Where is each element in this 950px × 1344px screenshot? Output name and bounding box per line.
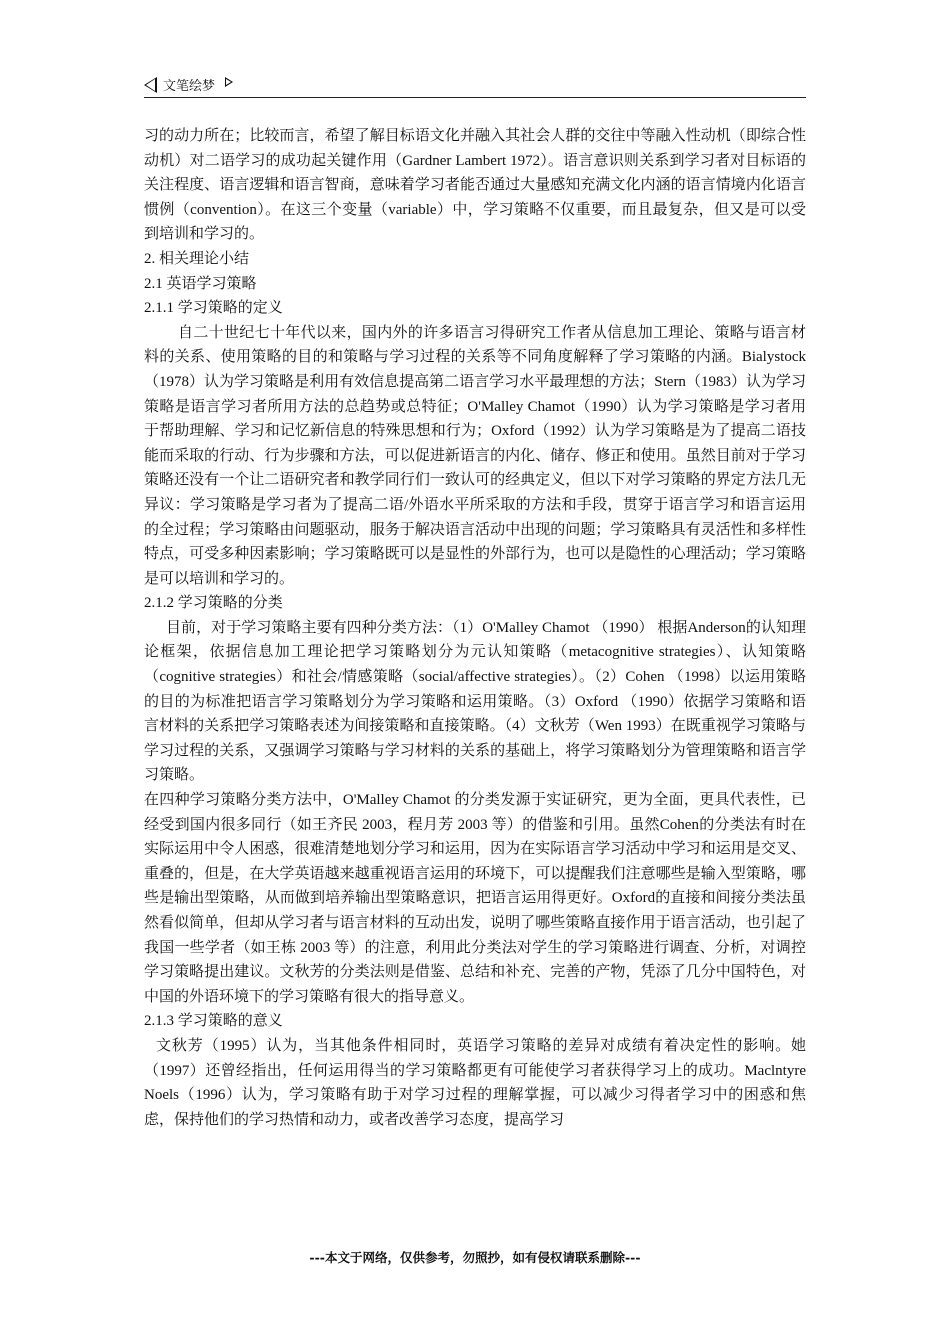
left-triangle-icon: [144, 77, 157, 93]
document-body: [144, 124, 806, 1132]
right-triangle-icon: [225, 77, 233, 87]
paragraph-definition: 自二十世纪七十年代以来，国内外的许多语言习得研究工作者从信息加工理论、策略与语言材料的关系、使用策略的目的和策略与学习过程的关系等不同角度解释了学习策略的内涵。Bialystock（1978）认为学习策略是利用有效信息提高第二语言学习水平最理想的方法；Stern（1983）认为学习策略是语言学习者所用方法的总趋势或总特征；O'Malley Chamot（1990）认为学习策略是学习者用于帮助理解、学习和记忆新信息的特殊思想和行为；Oxford（1992）认为学习策略是为了提高二语技能而采取的行动、行为步骤和方法，可以促进新语言的内化、储存、修正和使用。虽然目前对于学习策略还没有一个让二语研究者和教学同行们一致认可的经典定义，但以下对学习策略的界定方法几无异议：学习策略是学习者为了提高二语/外语水平所采取的方法和手段，贯穿于语言学习和语言运用的全过程；学习策略由问题驱动，服务于解决语言活动中出现的问题；学习策略具有灵活性和多样性特点，可受多种因素影响；学习策略既可以是显性的外部行为，也可以是隐性的心理活动；学习策略是可以培训和学习的。: [144, 324, 806, 587]
section-heading-2: 2. 相关理论小结: [144, 250, 250, 267]
section-heading-2-1-1: 2.1.1 学习策略的定义: [144, 300, 283, 317]
header-rule: [144, 97, 806, 98]
paragraph-classification: 目前，对于学习策略主要有四种分类方法：（1）O'Malley Chamot （1990） 根据Anderson的认知理论框架，依据信息加工理论把学习策略划分为元认知策略（metacognitive strategies）、认知策略（cognitive strategies）和社会/情感策略（social/affective strategies）。（2）Cohen （1998）以运用策略的目的为标准把语言学习策略划分为学习策略和运用策略。（3）Oxford （1990）依据学习策略和语言材料的关系把学习策略表述为间接策略和直接策略。（4）文秋芳（Wen 1993）在既重视学习策略与学习过程的关系，又强调学习策略与学习材料的关系的基础上，将学习策略划分为管理策略和语言学习策略。: [144, 619, 806, 784]
paragraph-continued: 习的动力所在；比较而言，希望了解目标语文化并融入其社会人群的交往中等融入性动机（即综合性动机）对二语学习的成功起关键作用（Gardner Lambert 1972）。语言意识则关系到学习者对目标语的关注程度、语言逻辑和语言智商，意味着学习者能否通过大量感知充满文化内涵的语言情境内化语言惯例（convention）。在这三个变量（variable）中，学习策略不仅重要，而且最复杂，但又是可以受到培训和学习的。: [144, 128, 806, 243]
section-heading-2-1-2: 2.1.2 学习策略的分类: [144, 595, 283, 612]
page-footer: ---本文于网络，仅供参考，勿照抄，如有侵权请联系删除---: [309, 1250, 641, 1265]
paragraph-comparison: 在四种学习策略分类方法中，O'Malley Chamot 的分类发源于实证研究，更为全面，更具代表性，已经受到国内很多同行（如王齐民 2003，程月芳 2003 等）的借鉴和引用。虽然Cohen的分类法有时在实际运用中令人困惑，很难清楚地划分学习和运用，因为在实际语言学习活动中学习和运用是交叉、重叠的，但是，在大学英语越来越重视语言运用的环境下，可以提醒我们注意哪些是输入型策略，哪些是输出型策略，从而做到培养输出型策略意识，把语言运用得更好。Oxford的直接和间接分类法虽然看似简单，但却从学习者与语言材料的互动出发，说明了哪些策略直接作用于语言活动，也引起了我国一些学者（如王栋 2003 等）的注意，利用此分类法对学生的学习策略进行调查、分析，对调控学习策略提出建议。文秋芳的分类法则是借鉴、总结和补充、完善的产物，凭添了几分中国特色，对中国的外语环境下的学习策略有很大的指导意义。: [144, 792, 806, 1005]
header-brand-text: 文笔绘梦: [163, 79, 216, 94]
section-heading-2-1: 2.1 英语学习策略: [144, 275, 257, 292]
paragraph-significance: 文秋芳（1995）认为，当其他条件相同时，英语学习策略的差异对成绩有着决定性的影响。她（1997）还曾经指出，任何运用得当的学习策略都更有可能使学习者获得学习上的成功。Maclntyre Noels（1996）认为，学习策略有助于对学习过程的理解掌握，可以减少习得者学习中的困惑和焦虑，保持他们的学习热情和动力，或者改善学习态度，提高学习: [144, 1037, 806, 1128]
header-brand: [144, 75, 233, 94]
section-heading-2-1-3: 2.1.3 学习策略的意义: [144, 1013, 283, 1030]
page-header: [144, 73, 806, 97]
